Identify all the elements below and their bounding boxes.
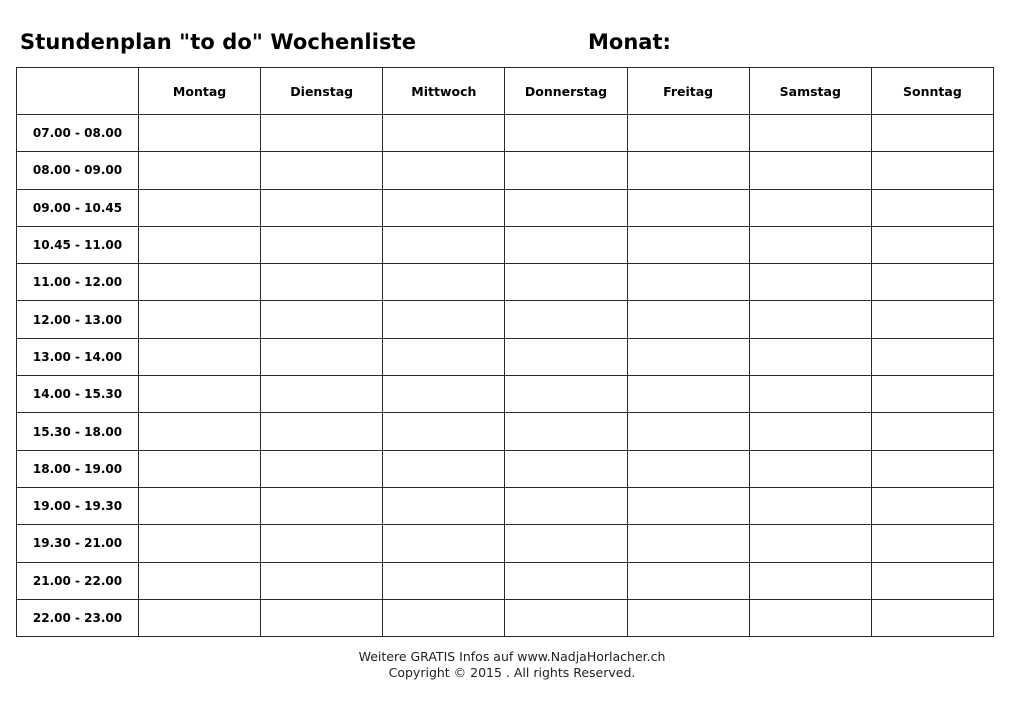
schedule-cell[interactable] xyxy=(139,487,261,524)
time-slot-label: 12.00 - 13.00 xyxy=(17,301,139,338)
schedule-cell[interactable] xyxy=(627,115,749,152)
schedule-cell[interactable] xyxy=(261,115,383,152)
schedule-cell[interactable] xyxy=(627,599,749,636)
table-row xyxy=(17,338,994,375)
schedule-cell[interactable] xyxy=(505,376,627,413)
schedule-cell[interactable] xyxy=(383,413,505,450)
table-row xyxy=(17,264,994,301)
day-header-dienstag: Dienstag xyxy=(261,68,383,115)
table-row xyxy=(17,226,994,263)
schedule-cell[interactable] xyxy=(627,189,749,226)
time-slot-label: 07.00 - 08.00 xyxy=(17,115,139,152)
day-header-montag: Montag xyxy=(139,68,261,115)
schedule-cell[interactable] xyxy=(871,189,993,226)
schedule-cell[interactable] xyxy=(139,264,261,301)
schedule-cell[interactable] xyxy=(261,413,383,450)
table-row xyxy=(17,376,994,413)
schedule-cell[interactable] xyxy=(139,189,261,226)
schedule-cell[interactable] xyxy=(627,376,749,413)
schedule-cell[interactable] xyxy=(261,525,383,562)
schedule-cell[interactable] xyxy=(261,264,383,301)
schedule-cell[interactable] xyxy=(383,525,505,562)
schedule-cell[interactable] xyxy=(871,301,993,338)
day-header-samstag: Samstag xyxy=(749,68,871,115)
schedule-cell[interactable] xyxy=(139,525,261,562)
schedule-cell[interactable] xyxy=(383,338,505,375)
schedule-cell[interactable] xyxy=(627,487,749,524)
schedule-cell[interactable] xyxy=(139,562,261,599)
schedule-cell[interactable] xyxy=(749,338,871,375)
schedule-cell[interactable] xyxy=(627,525,749,562)
table-row xyxy=(17,599,994,636)
weekly-schedule-table xyxy=(16,67,994,637)
schedule-cell[interactable] xyxy=(383,226,505,263)
schedule-cell[interactable] xyxy=(505,226,627,263)
schedule-cell[interactable] xyxy=(627,450,749,487)
table-row xyxy=(17,525,994,562)
schedule-cell[interactable] xyxy=(505,562,627,599)
schedule-cell[interactable] xyxy=(871,376,993,413)
schedule-cell[interactable] xyxy=(627,264,749,301)
day-header-sonntag: Sonntag xyxy=(871,68,993,115)
schedule-cell[interactable] xyxy=(505,599,627,636)
schedule-cell[interactable] xyxy=(139,152,261,189)
schedule-cell[interactable] xyxy=(749,525,871,562)
schedule-cell[interactable] xyxy=(627,226,749,263)
schedule-cell[interactable] xyxy=(261,338,383,375)
schedule-cell[interactable] xyxy=(505,152,627,189)
table-row xyxy=(17,152,994,189)
table-row xyxy=(17,450,994,487)
schedule-cell[interactable] xyxy=(871,487,993,524)
time-slot-label: 22.00 - 23.00 xyxy=(17,599,139,636)
header-row xyxy=(17,68,994,115)
schedule-cell[interactable] xyxy=(139,115,261,152)
schedule-cell[interactable] xyxy=(749,115,871,152)
schedule-cell[interactable] xyxy=(261,226,383,263)
schedule-cell[interactable] xyxy=(505,525,627,562)
schedule-cell[interactable] xyxy=(139,301,261,338)
schedule-cell[interactable] xyxy=(749,301,871,338)
time-slot-label: 19.00 - 19.30 xyxy=(17,487,139,524)
schedule-cell[interactable] xyxy=(749,189,871,226)
time-slot-label: 13.00 - 14.00 xyxy=(17,338,139,375)
schedule-cell[interactable] xyxy=(749,152,871,189)
schedule-cell[interactable] xyxy=(627,562,749,599)
schedule-cell[interactable] xyxy=(871,264,993,301)
schedule-cell[interactable] xyxy=(383,376,505,413)
table-row xyxy=(17,115,994,152)
schedule-cell[interactable] xyxy=(261,152,383,189)
schedule-cell[interactable] xyxy=(749,226,871,263)
schedule-cell[interactable] xyxy=(383,189,505,226)
footer xyxy=(0,649,1024,681)
schedule-cell[interactable] xyxy=(749,487,871,524)
schedule-cell[interactable] xyxy=(383,450,505,487)
schedule-cell[interactable] xyxy=(261,301,383,338)
time-slot-label: 18.00 - 19.00 xyxy=(17,450,139,487)
schedule-cell[interactable] xyxy=(749,599,871,636)
schedule-cell[interactable] xyxy=(139,450,261,487)
schedule-cell[interactable] xyxy=(505,301,627,338)
table-row xyxy=(17,189,994,226)
schedule-cell[interactable] xyxy=(261,562,383,599)
schedule-cell[interactable] xyxy=(383,152,505,189)
schedule-cell[interactable] xyxy=(139,599,261,636)
schedule-cell[interactable] xyxy=(261,376,383,413)
schedule-body xyxy=(17,115,994,637)
schedule-cell[interactable] xyxy=(871,450,993,487)
schedule-cell[interactable] xyxy=(261,189,383,226)
schedule-cell[interactable] xyxy=(505,487,627,524)
schedule-cell[interactable] xyxy=(383,487,505,524)
schedule-cell[interactable] xyxy=(871,115,993,152)
schedule-cell[interactable] xyxy=(383,264,505,301)
schedule-cell[interactable] xyxy=(505,115,627,152)
schedule-cell[interactable] xyxy=(871,525,993,562)
day-header-freitag: Freitag xyxy=(627,68,749,115)
schedule-cell[interactable] xyxy=(505,264,627,301)
page-title: Stundenplan "to do" Wochenliste xyxy=(20,30,417,54)
time-slot-label: 09.00 - 10.45 xyxy=(17,189,139,226)
schedule-cell[interactable] xyxy=(139,413,261,450)
schedule-cell[interactable] xyxy=(383,115,505,152)
time-slot-label: 21.00 - 22.00 xyxy=(17,562,139,599)
schedule-cell[interactable] xyxy=(505,338,627,375)
time-slot-label: 14.00 - 15.30 xyxy=(17,376,139,413)
schedule-cell[interactable] xyxy=(383,301,505,338)
schedule-cell[interactable] xyxy=(871,562,993,599)
schedule-cell[interactable] xyxy=(871,226,993,263)
schedule-cell[interactable] xyxy=(627,413,749,450)
footer-copyright: Copyright © 2015 . All rights Reserved. xyxy=(388,665,636,680)
table-row xyxy=(17,413,994,450)
table-row xyxy=(17,487,994,524)
schedule-cell[interactable] xyxy=(749,450,871,487)
schedule-cell[interactable] xyxy=(627,152,749,189)
time-slot-label: 15.30 - 18.00 xyxy=(17,413,139,450)
schedule-cell[interactable] xyxy=(383,599,505,636)
time-slot-label: 19.30 - 21.00 xyxy=(17,525,139,562)
schedule-cell[interactable] xyxy=(139,226,261,263)
schedule-cell[interactable] xyxy=(871,152,993,189)
day-header-donnerstag: Donnerstag xyxy=(505,68,627,115)
schedule-cell[interactable] xyxy=(505,450,627,487)
schedule-cell[interactable] xyxy=(505,413,627,450)
schedule-cell[interactable] xyxy=(871,338,993,375)
schedule-cell[interactable] xyxy=(261,450,383,487)
table-row xyxy=(17,301,994,338)
schedule-cell[interactable] xyxy=(383,562,505,599)
corner-header-cell xyxy=(17,68,139,115)
schedule-cell[interactable] xyxy=(627,301,749,338)
time-slot-label: 10.45 - 11.00 xyxy=(17,226,139,263)
schedule-cell[interactable] xyxy=(261,487,383,524)
time-slot-label: 08.00 - 09.00 xyxy=(17,152,139,189)
schedule-cell[interactable] xyxy=(749,376,871,413)
table-row xyxy=(17,562,994,599)
schedule-cell[interactable] xyxy=(505,189,627,226)
schedule-cell[interactable] xyxy=(871,599,993,636)
schedule-cell[interactable] xyxy=(627,338,749,375)
month-label: Monat: xyxy=(588,30,671,54)
day-header-mittwoch: Mittwoch xyxy=(383,68,505,115)
schedule-cell[interactable] xyxy=(749,562,871,599)
time-slot-label: 11.00 - 12.00 xyxy=(17,264,139,301)
schedule-cell[interactable] xyxy=(871,413,993,450)
schedule-cell[interactable] xyxy=(139,376,261,413)
schedule-cell[interactable] xyxy=(749,413,871,450)
footer-info-link: Weitere GRATIS Infos auf www.NadjaHorlacher.ch xyxy=(358,649,666,664)
schedule-cell[interactable] xyxy=(261,599,383,636)
schedule-cell[interactable] xyxy=(749,264,871,301)
schedule-cell[interactable] xyxy=(139,338,261,375)
